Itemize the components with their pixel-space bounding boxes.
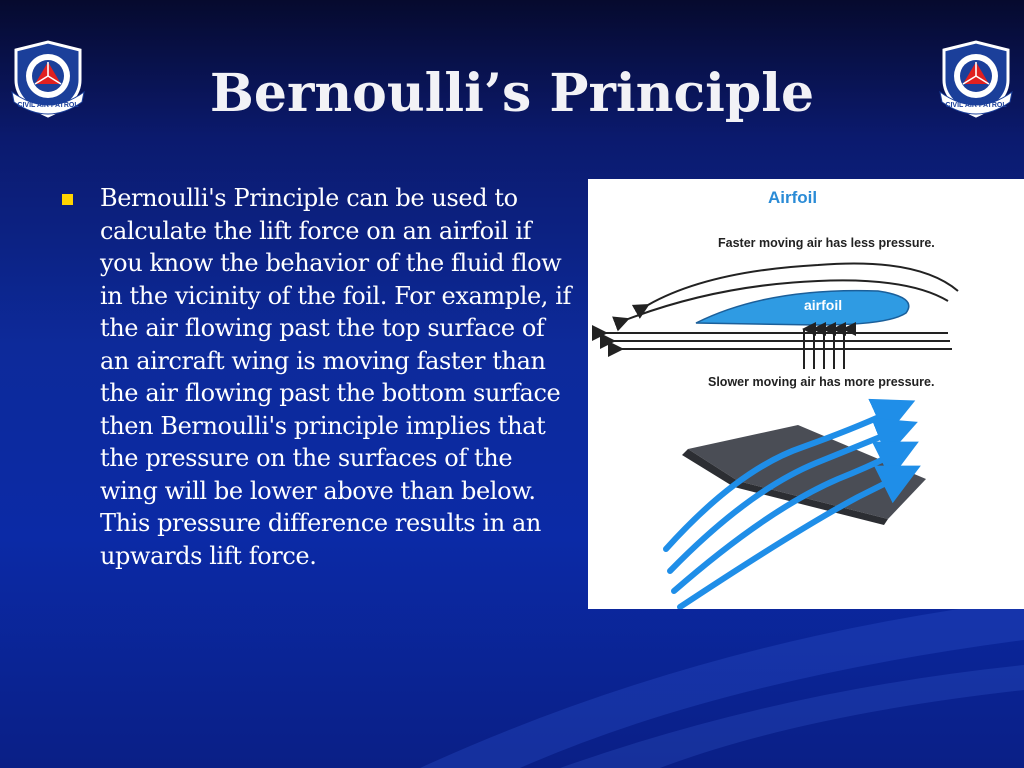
bullet-marker-icon: [62, 194, 73, 205]
airfoil-label: airfoil: [804, 297, 843, 313]
bottom-caption: Slower moving air has more pressure.: [708, 375, 935, 389]
bullet-list: [62, 182, 572, 572]
airfoil-diagram: [588, 179, 1024, 609]
airfoil-figure: [588, 179, 1024, 609]
slide-title: Bernoulli’s Principle: [209, 63, 815, 124]
figure-heading: Airfoil: [768, 188, 818, 207]
logo-text: CIVIL AIR PATROL: [945, 102, 1007, 109]
top-caption: Faster moving air has less pressure.: [718, 236, 935, 250]
airfoil-shape: [696, 291, 909, 325]
logo-text: CIVIL AIR PATROL: [17, 102, 79, 109]
bullet-text: Bernoulli's Principle can be used to calculate the lift force on an airfoil if you know the behavior of the fluid flow in the vicinity of the foil. For example, if the air flowing past the top surface of an aircraft wing is moving faster than the air flowing past the bottom surface then Bernoulli's principle implies that the pressure on the surfaces of the wing will be lower above than below. This pressure difference results in an upwards lift force.: [100, 184, 572, 570]
